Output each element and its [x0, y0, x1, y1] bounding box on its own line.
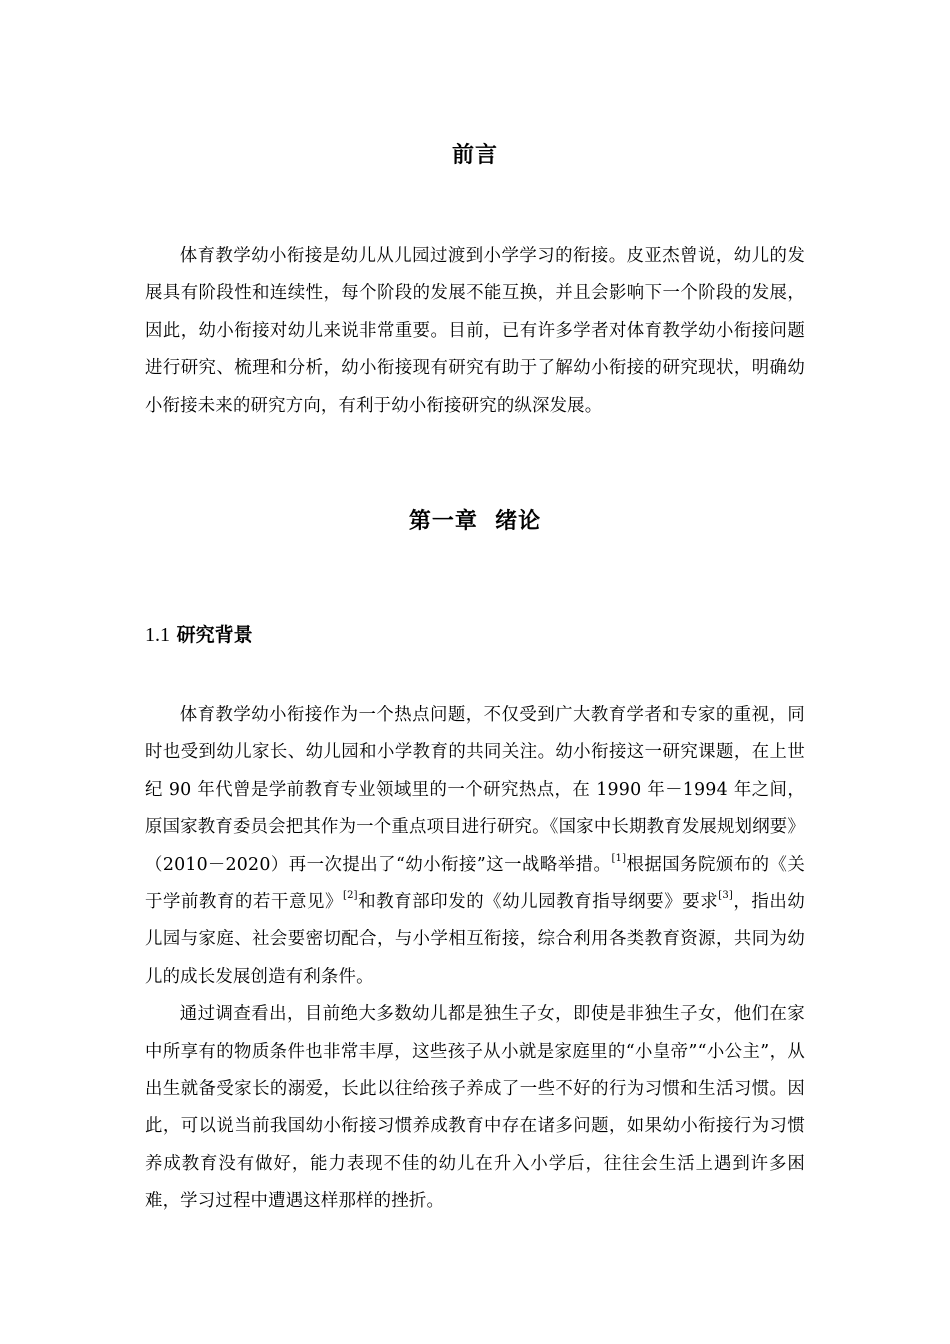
p1-text-1: 体育教学幼小衔接作为一个热点问题，不仅受到广大教育学者和专家的重视，同时也受到幼儿家长、幼儿园和小学教育的共同关注。幼小衔接这一研究课题，在上世纪 90 年代曾是学前教育专业领域里的一个研究热点，在 1990 年－1994 年之间，原国家教育委员会把其作为一个重点项目进行研究。《国家中长期教育发展规划纲要》（2010－2020）再一次提出了“幼小衔接”这一战略举措。 — [145, 705, 805, 875]
section-number: 1.1 — [145, 624, 170, 646]
chapter-title: 第一章 绪论 — [408, 509, 542, 534]
section-title: 研究背景 — [176, 624, 253, 646]
background-paragraph-2: 通过调查看出，目前绝大多数幼儿都是独生子女，即使是非独生子女，他们在家中所享有的物质条件也非常丰厚，这些孩子从小就是家庭里的“小皇帝”“小公主”，从出生就备受家长的溺爱，长此以往给孩子养成了一些不好的行为习惯和生活习惯。因此，可以说当前我国幼小衔接习惯养成教育中存在诸多问题，如果幼小衔接行为习惯养成教育没有做好，能力表现不佳的幼儿在升入小学后，往往会生活上遇到许多困难，学习过程中遭遇这样那样的挫折。 — [145, 1004, 805, 1212]
section-heading — [145, 620, 253, 647]
citation-3: [3] — [718, 890, 733, 902]
section-body — [145, 697, 805, 1221]
citation-2: [2] — [343, 890, 358, 902]
preface-paragraph: 体育教学幼小衔接是幼儿从儿园过渡到小学学习的衔接。皮亚杰曾说，幼儿的发展具有阶段性和连续性，每个阶段的发展不能互换，并且会影响下一个阶段的发展，因此，幼小衔接对幼儿来说非常重要。目前，已有许多学者对体育教学幼小衔接问题进行研究、梳理和分析，幼小衔接现有研究有助于了解幼小衔接的研究现状，明确幼小衔接未来的研究方向，有利于幼小衔接研究的纵深发展。 — [145, 246, 805, 416]
p1-text-4: ，指出幼儿园与家庭、社会要密切配合，与小学相互衔接，综合利用各类教育资源，共同为幼儿的成长发展创造有利条件。 — [145, 892, 805, 987]
preface-body — [145, 238, 805, 425]
p1-text-2: 根据国务院颁布的《关于学前教育的若干意见》 — [145, 854, 805, 913]
preface-title: 前言 — [451, 143, 498, 168]
p1-text-3: 和教育部印发的《幼儿园教育指导纲要》要求 — [357, 892, 719, 913]
citation-1: [1] — [611, 852, 627, 864]
background-paragraph-1 — [145, 697, 805, 996]
